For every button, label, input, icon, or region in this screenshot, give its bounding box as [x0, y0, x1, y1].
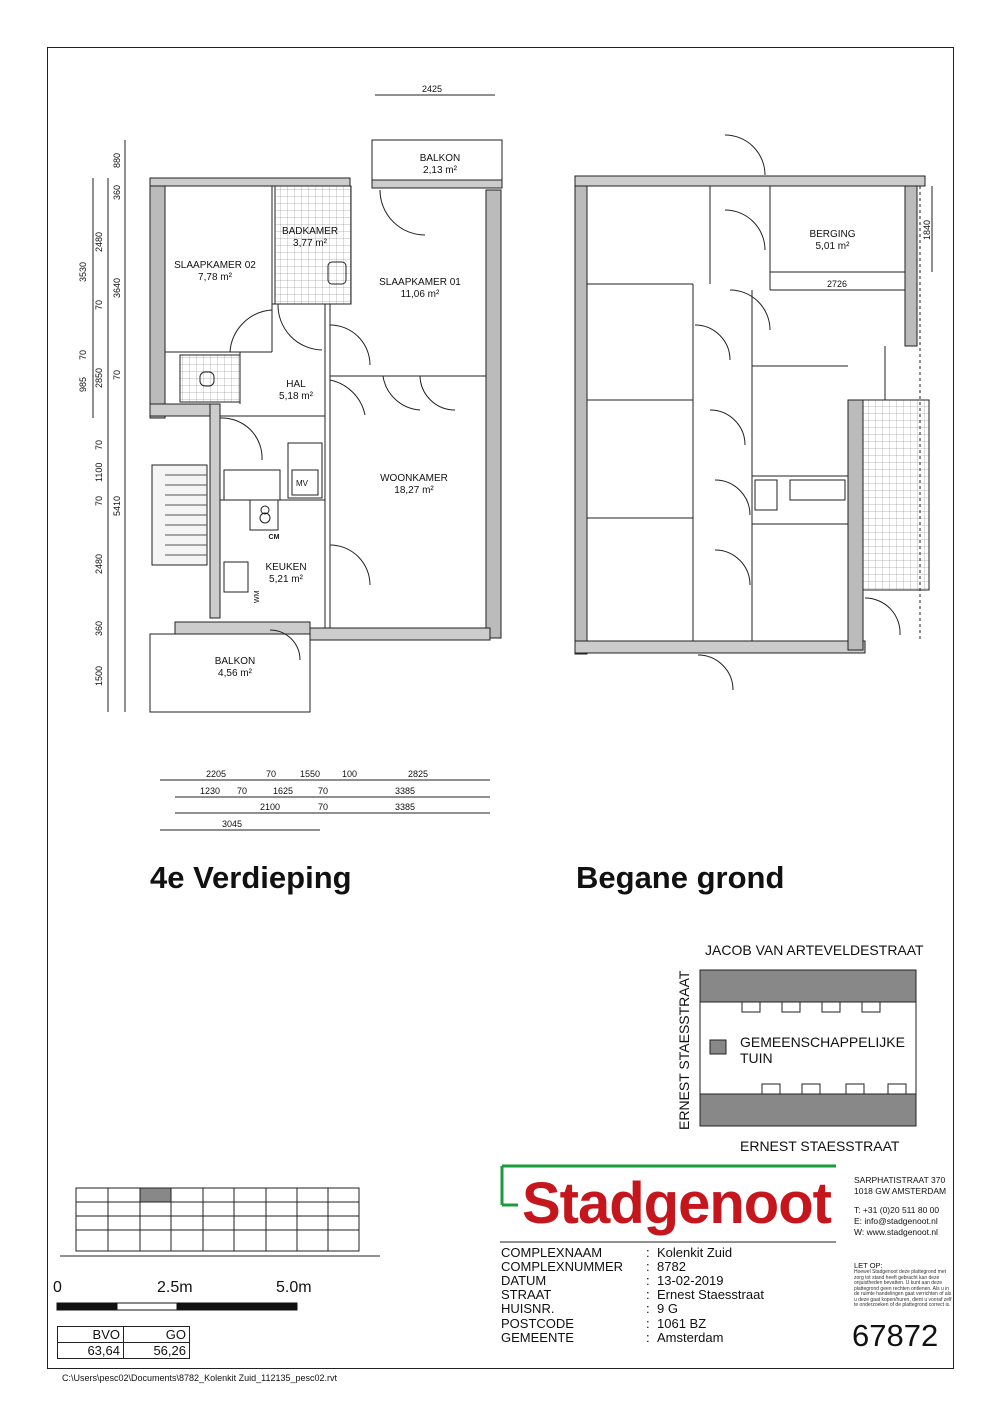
dim-v-3530: 3530	[78, 261, 88, 282]
area-table	[57, 1326, 190, 1359]
floor-title-ground: Begane grond	[576, 860, 785, 895]
scale-bar	[57, 1303, 297, 1310]
scale-zero: 0	[53, 1279, 62, 1296]
dim-r1-4: 2825	[408, 769, 429, 779]
info-value: 8782	[657, 1259, 686, 1274]
dim-v-70d: 70	[94, 439, 104, 450]
room-badkamer: BADKAMER 3,77 m²	[281, 226, 339, 249]
info-label: STRAAT	[501, 1287, 552, 1302]
room-hal: HAL 5,18 m²	[279, 379, 313, 402]
dim-v-3640: 3640	[112, 277, 122, 298]
dim-v-2850: 2850	[94, 367, 104, 388]
upper-floor-plan	[93, 95, 502, 830]
dim-v-5410: 5410	[112, 495, 122, 516]
info-colon: :	[646, 1245, 650, 1260]
info-colon: :	[646, 1259, 650, 1274]
ground-floor-plan	[575, 135, 932, 690]
room-balkon-bottom: BALKON 4,56 m²	[214, 656, 256, 679]
dim-v-1500: 1500	[94, 665, 104, 686]
info-label: HUISNR.	[501, 1301, 555, 1316]
street-top: JACOB VAN ARTEVELDESTRAAT	[705, 942, 924, 958]
info-value: 1061 BZ	[657, 1316, 707, 1331]
info-colon: :	[646, 1287, 650, 1302]
dim-v-1100: 1100	[94, 462, 104, 482]
dim-v-70c: 70	[112, 369, 122, 380]
label-cm: CM	[268, 534, 280, 541]
dim-r3-1: 70	[318, 802, 329, 812]
dim-r2-4: 3385	[395, 786, 416, 796]
dim-v-2480b: 2480	[94, 553, 104, 574]
info-value: 9 G	[657, 1301, 678, 1316]
dim-2726: 2726	[827, 279, 848, 289]
bvo-value: 63,64	[58, 1343, 124, 1359]
scale-end: 5.0m	[276, 1279, 312, 1296]
note-title: LET OP:	[854, 1261, 883, 1270]
dim-r2-3: 70	[318, 786, 329, 796]
dim-v-360a: 360	[112, 184, 122, 200]
label-mv: MV	[296, 479, 308, 488]
floor-title-upper: 4e Verdieping	[150, 860, 352, 895]
dim-v-360b: 360	[94, 620, 104, 636]
dim-r1-2: 1550	[300, 769, 321, 779]
dim-v-2480a: 2480	[94, 231, 104, 252]
dim-v-70b: 70	[78, 349, 88, 360]
file-path: C:\Users\pesc02\Documents\8782_Kolenkit Zuid_112135_pesc02.rvt	[62, 1373, 337, 1383]
label-wm: WM	[254, 590, 261, 603]
info-value: Amsterdam	[657, 1330, 724, 1345]
dim-v-880: 880	[112, 152, 122, 168]
go-label: GO	[124, 1327, 190, 1343]
room-slaapkamer-01: SLAAPKAMER 01 11,06 m²	[379, 277, 461, 300]
info-label: DATUM	[501, 1273, 547, 1288]
brand-contact: T: +31 (0)20 511 80 00 E: info@stadgenoot.nl W: www.stadgenoot.nl	[854, 1205, 940, 1237]
dim-r4-0: 3045	[222, 819, 243, 829]
brand-address: SARPHATISTRAAT 370 1018 GW AMSTERDAM	[854, 1175, 947, 1196]
dim-1840: 1840	[922, 219, 932, 240]
brand-logo: Stadgenoot	[522, 1171, 831, 1236]
room-slaapkamer-02: SLAAPKAMER 02 7,78 m²	[174, 260, 256, 283]
room-woonkamer: WOONKAMER 18,27 m²	[380, 473, 448, 496]
scale-mid: 2.5m	[157, 1279, 193, 1296]
dim-r1-1: 70	[266, 769, 277, 779]
street-left: ERNEST STAESSTRAAT	[676, 970, 692, 1130]
dim-r2-0: 1230	[200, 786, 221, 796]
info-value: 13-02-2019	[657, 1273, 724, 1288]
room-balkon-top: BALKON 2,13 m²	[419, 153, 461, 176]
info-label: GEMEENTE	[501, 1330, 574, 1345]
dim-v-70e: 70	[94, 495, 104, 506]
dim-r2-2: 1625	[273, 786, 294, 796]
reference-number: 67872	[852, 1318, 939, 1353]
dim-r3-2: 3385	[395, 802, 416, 812]
info-colon: :	[646, 1330, 650, 1345]
dim-v-70a: 70	[94, 299, 104, 310]
dim-v-985: 985	[78, 376, 88, 392]
bvo-label: BVO	[58, 1327, 124, 1343]
dim-top: 2425	[422, 84, 443, 94]
go-value: 56,26	[124, 1343, 190, 1359]
info-value: Ernest Staesstraat	[657, 1287, 764, 1302]
dim-r1-0: 2205	[206, 769, 227, 779]
info-label: COMPLEXNAAM	[501, 1245, 603, 1260]
key-grid	[60, 1188, 380, 1256]
info-label: POSTCODE	[501, 1316, 574, 1331]
info-colon: :	[646, 1273, 650, 1288]
info-value: Kolenkit Zuid	[657, 1245, 733, 1260]
garden-label: GEMEENSCHAPPELIJKE TUIN	[740, 1034, 905, 1066]
dim-r3-0: 2100	[260, 802, 281, 812]
room-berging: BERGING 5,01 m²	[809, 229, 856, 252]
info-colon: :	[646, 1316, 650, 1331]
info-label: COMPLEXNUMMER	[501, 1259, 624, 1274]
dim-r2-1: 70	[237, 786, 248, 796]
street-bottom: ERNEST STAESSTRAAT	[740, 1138, 900, 1154]
room-keuken: KEUKEN 5,21 m²	[265, 562, 307, 585]
dim-r1-3: 100	[342, 769, 358, 779]
note-text: Hoewel Stadgenoot deze plattegrond met zorg tot stand heeft gebracht kan deze onjuistheden bevatten. U kunt aan deze plattegrond geen rechten ontlenen. Als u in de ruimte handelingen gaat verrichten of als u deze gaat kopen/huren, dient u vooraf zelf te onderzoeken of de plattegrond correct is.	[854, 1269, 952, 1308]
info-colon: :	[646, 1301, 650, 1316]
